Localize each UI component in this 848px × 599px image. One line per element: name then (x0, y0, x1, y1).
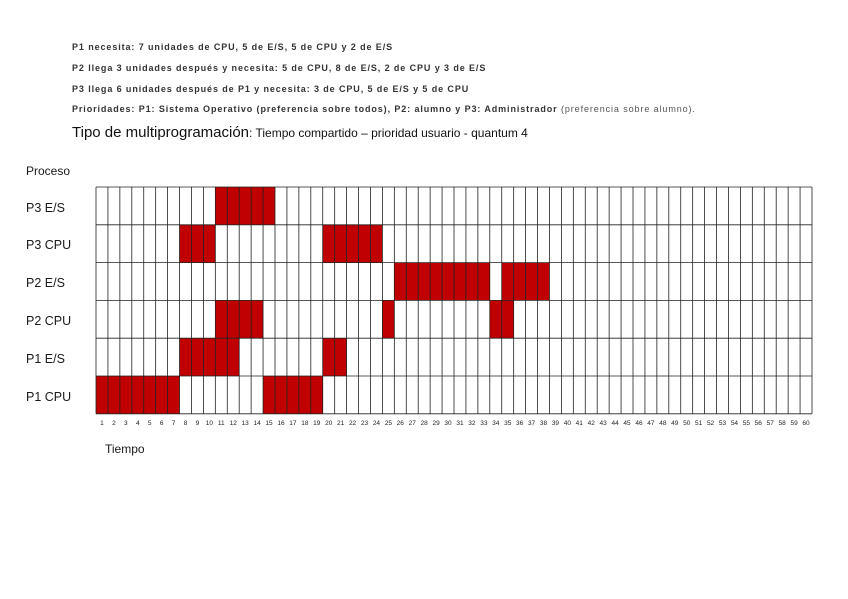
gantt-cell-p1-cpu-t18 (299, 376, 311, 414)
x-tick-label: 57 (766, 419, 774, 427)
gantt-cell-p3-cpu-t21 (335, 225, 347, 263)
gantt-cell-p1-cpu-t19 (311, 376, 323, 414)
x-tick-label: 27 (408, 419, 416, 427)
multiprogramming-value: : Tiempo compartido – prioridad usuario - quantum 4 (249, 126, 528, 140)
row-label-p3-es: P3 E/S (26, 201, 65, 215)
gantt-cell-p2-e-s-t35 (502, 263, 514, 301)
x-tick-label: 48 (659, 419, 667, 427)
gantt-cell-p1-cpu-t4 (132, 376, 144, 414)
gantt-cell-p2-cpu-t12 (227, 300, 239, 338)
x-tick-label: 41 (575, 419, 583, 427)
gantt-cell-p2-e-s-t27 (406, 263, 418, 301)
gantt-cell-p1-cpu-t7 (168, 376, 180, 414)
x-tick-label: 28 (420, 419, 428, 427)
gantt-cell-p1-e-s-t11 (215, 338, 227, 376)
gantt-cell-p1-cpu-t1 (96, 376, 108, 414)
x-tick-label: 55 (742, 419, 750, 427)
x-tick-label: 60 (802, 419, 810, 427)
x-tick-label: 56 (754, 419, 762, 427)
gantt-cell-p1-e-s-t21 (335, 338, 347, 376)
gantt-cell-p3-e-s-t11 (215, 187, 227, 225)
x-axis-title: Tiempo (105, 442, 145, 456)
gantt-cell-p1-e-s-t9 (191, 338, 203, 376)
gantt-cell-p1-e-s-t10 (203, 338, 215, 376)
x-tick-label: 31 (456, 419, 464, 427)
x-tick-label: 5 (147, 419, 152, 427)
y-axis-title: Proceso (26, 164, 71, 178)
gantt-cell-p2-e-s-t37 (526, 263, 538, 301)
x-tick-label: 19 (313, 419, 321, 427)
gantt-cell-p3-cpu-t20 (323, 225, 335, 263)
x-tick-label: 14 (253, 419, 261, 427)
process-1-requirements: P1 necesita: 7 unidades de CPU, 5 de E/S, 5 de CPU y 2 de E/S (72, 42, 393, 52)
x-tick-label: 13 (241, 419, 249, 427)
gantt-cell-p2-cpu-t11 (215, 300, 227, 338)
gantt-cell-p3-cpu-t9 (191, 225, 203, 263)
x-tick-label: 24 (372, 419, 381, 427)
x-tick-label: 34 (492, 419, 500, 427)
x-tick-label: 11 (217, 419, 225, 427)
x-tick-label: 59 (790, 419, 798, 427)
gantt-cell-p2-cpu-t25 (382, 300, 394, 338)
x-tick-label: 1 (100, 419, 104, 427)
gantt-cell-p3-cpu-t24 (370, 225, 382, 263)
gantt-cell-p1-e-s-t8 (180, 338, 192, 376)
x-tick-label: 3 (124, 419, 128, 427)
gantt-cell-p3-cpu-t22 (347, 225, 359, 263)
gantt-cell-p1-cpu-t3 (120, 376, 132, 414)
gantt-cell-p2-e-s-t32 (466, 263, 478, 301)
row-label-p3-cpu: P3 CPU (26, 238, 72, 252)
gantt-cell-p1-cpu-t16 (275, 376, 287, 414)
gantt-cell-p1-cpu-t17 (287, 376, 299, 414)
x-tick-label: 49 (671, 419, 679, 427)
row-label-p1-cpu: P1 CPU (26, 390, 72, 404)
gantt-cell-p1-cpu-t2 (108, 376, 120, 414)
gantt-cell-p2-cpu-t35 (502, 300, 514, 338)
gantt-cell-p2-e-s-t26 (394, 263, 406, 301)
x-tick-label: 29 (432, 419, 440, 427)
x-tick-label: 40 (563, 419, 571, 427)
gantt-cell-p1-cpu-t15 (263, 376, 275, 414)
gantt-cell-p3-cpu-t23 (359, 225, 371, 263)
x-tick-label: 15 (265, 419, 273, 427)
x-tick-label: 22 (348, 419, 357, 427)
x-tick-label: 42 (587, 419, 595, 427)
x-tick-label: 4 (135, 419, 140, 427)
gantt-cell-p1-e-s-t12 (227, 338, 239, 376)
x-tick-label: 16 (277, 419, 285, 427)
gantt-cell-p3-cpu-t8 (180, 225, 192, 263)
gantt-cell-p3-e-s-t15 (263, 187, 275, 225)
gantt-cell-p2-e-s-t36 (514, 263, 526, 301)
x-tick-label: 53 (718, 419, 727, 427)
x-tick-label: 36 (516, 419, 524, 427)
x-tick-label: 12 (229, 419, 237, 427)
x-tick-label: 45 (623, 419, 631, 427)
row-label-p2-es: P2 E/S (26, 276, 65, 290)
gantt-cell-p3-e-s-t13 (239, 187, 251, 225)
gantt-cell-p1-cpu-t6 (156, 376, 168, 414)
x-tick-label: 33 (480, 419, 488, 427)
x-tick-label: 32 (468, 419, 476, 427)
row-label-p1-es: P1 E/S (26, 352, 65, 366)
gantt-cell-p3-e-s-t14 (251, 187, 263, 225)
x-tick-label: 35 (504, 419, 512, 427)
gantt-cell-p2-cpu-t13 (239, 300, 251, 338)
multiprogramming-label: Tipo de multiprogramación (72, 124, 250, 141)
gantt-cell-p2-cpu-t34 (490, 300, 502, 338)
x-tick-label: 10 (205, 419, 213, 427)
priorities-text: Prioridades: P1: Sistema Operativo (preferencia sobre todos), P2: alumno y P3: Administrador (72, 104, 558, 114)
x-tick-label: 50 (683, 419, 691, 427)
gantt-cell-p1-e-s-t20 (323, 338, 335, 376)
x-tick-label: 17 (289, 419, 297, 427)
gantt-cell-p2-e-s-t33 (478, 263, 490, 301)
x-tick-label: 54 (730, 419, 739, 427)
x-tick-label: 20 (325, 419, 333, 427)
x-tick-label: 51 (695, 419, 703, 427)
row-label-p2-cpu: P2 CPU (26, 314, 72, 328)
x-tick-label: 43 (599, 419, 607, 427)
priorities-note: (preferencia sobre alumno). (560, 104, 696, 114)
x-tick-label: 8 (183, 419, 188, 427)
gantt-cell-p2-cpu-t14 (251, 300, 263, 338)
gantt-cell-p2-e-s-t31 (454, 263, 466, 301)
gantt-cell-p2-e-s-t38 (538, 263, 550, 301)
x-tick-label: 44 (611, 419, 619, 427)
x-tick-label: 25 (384, 419, 392, 427)
x-tick-label: 38 (539, 419, 548, 427)
x-tick-label: 26 (396, 419, 404, 427)
x-tick-label: 21 (337, 419, 345, 427)
gantt-cell-p2-e-s-t30 (442, 263, 454, 301)
gantt-cell-p3-cpu-t10 (203, 225, 215, 263)
x-tick-label: 7 (171, 419, 176, 427)
x-tick-label: 52 (706, 419, 715, 427)
gantt-cell-p2-e-s-t29 (430, 263, 442, 301)
x-tick-label: 18 (301, 419, 309, 427)
x-tick-label: 47 (647, 419, 655, 427)
x-tick-label: 9 (195, 419, 200, 427)
gantt-cell-p3-e-s-t12 (227, 187, 239, 225)
x-tick-label: 37 (527, 419, 536, 427)
x-tick-label: 23 (360, 419, 369, 427)
x-tick-label: 6 (159, 419, 164, 427)
process-2-requirements: P2 llega 3 unidades después y necesita: 5 de CPU, 8 de E/S, 2 de CPU y 3 de E/S (72, 63, 487, 73)
x-tick-label: 39 (551, 419, 560, 427)
x-tick-label: 30 (444, 419, 452, 427)
x-tick-label: 2 (112, 419, 116, 427)
gantt-cell-p1-cpu-t5 (144, 376, 156, 414)
process-3-requirements: P3 llega 6 unidades después de P1 y necesita: 3 de CPU, 5 de E/S y 5 de CPU (72, 84, 470, 94)
gantt-cell-p2-e-s-t28 (418, 263, 430, 301)
x-tick-label: 58 (778, 419, 786, 427)
x-tick-label: 46 (635, 419, 643, 427)
